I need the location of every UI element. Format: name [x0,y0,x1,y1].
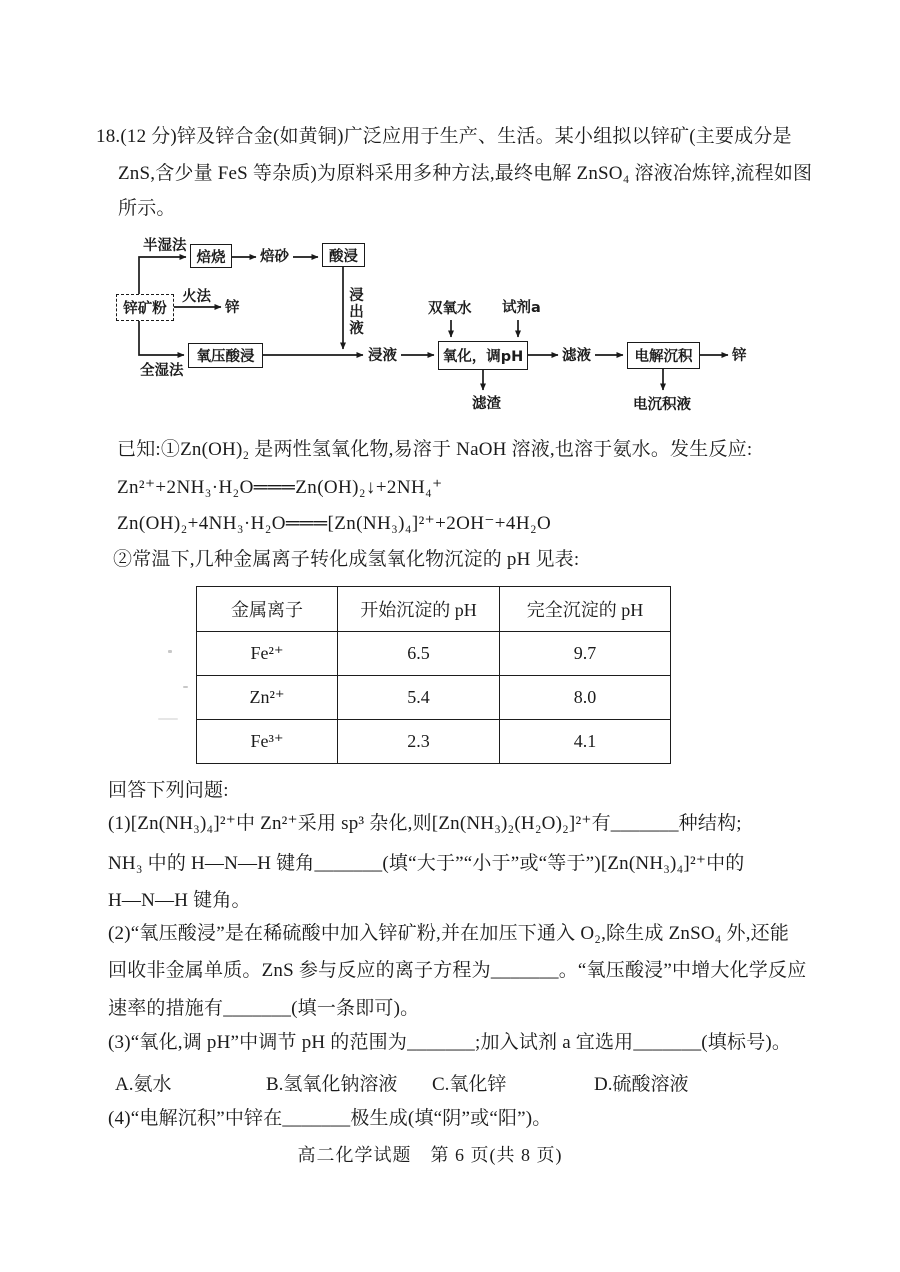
flow-label-hydrogen-peroxide: 双氧水 [428,301,472,317]
ph-table-cell: 9.7 [500,632,671,676]
flow-label-electrodeposit-liquor: 电沉积液 [633,397,691,413]
flow-node-oxygen-pressure-acid-leaching: 氧压酸浸 [188,343,263,368]
flow-label-calcine: 焙砂 [260,249,289,265]
question-intro-line-2: ZnS,含少量 FeS 等杂质)为原料采用多种方法,最终电解 ZnSO₄ 溶液冶炼锌,流程如图 [118,163,813,184]
ph-table-cell: Fe³⁺ [197,720,338,764]
ph-table-header-ion: 金属离子 [197,587,338,632]
flow-label-zinc-1: 锌 [225,300,240,316]
flow-node-acid-leaching: 酸浸 [322,243,365,267]
flow-label-pyro-method: 火法 [182,289,211,305]
scan-speck [168,650,172,653]
question-2-line-3: 速率的措施有_______(填一条即可)。 [108,998,420,1019]
flow-node-electrodeposition: 电解沉积 [627,342,700,369]
flow-label-zinc-2: 锌 [732,348,747,364]
flow-node-roasting: 焙烧 [190,244,232,268]
question-1-line-3: H—N—H 键角。 [108,890,251,911]
question-2-line-1: (2)“氧压酸浸”是在稀硫酸中加入锌矿粉,并在加压下通入 O₂,除生成 ZnSO₄ 外,还能 [108,923,790,944]
question-4: (4)“电解沉积”中锌在_______极生成(填“阴”或“阳”)。 [108,1108,552,1129]
equation-2: Zn(OH)₂+4NH₃·H₂O═══[Zn(NH₃)₄]²⁺+2OH⁻+4H₂O [117,513,552,534]
option-b: B.氢氧化钠溶液 [266,1074,398,1095]
question-intro-line-1: 18.(12 分)锌及锌合金(如黄铜)广泛应用于生产、生活。某小组拟以锌矿(主要成分是 [96,126,792,147]
scan-speck [183,686,188,688]
answer-prompt: 回答下列问题: [108,780,229,801]
option-a: A.氨水 [115,1074,172,1095]
equation-1: Zn²⁺+2NH₃·H₂O═══Zn(OH)₂↓+2NH₄⁺ [117,477,443,498]
ph-table-cell: 4.1 [500,720,671,764]
precipitation-ph-table [196,586,671,764]
process-flowchart [90,230,800,425]
ph-table-header-start: 开始沉淀的 pH [338,587,500,632]
question-intro-line-3: 所示。 [118,198,176,219]
flow-label-full-wet-method: 全湿法 [140,363,184,379]
ph-table-cell: 2.3 [338,720,500,764]
ph-table-cell: Fe²⁺ [197,632,338,676]
known-info-line-1: 已知:①Zn(OH)₂ 是两性氢氧化物,易溶于 NaOH 溶液,也溶于氨水。发生反应: [117,439,753,460]
ph-table-cell: 6.5 [338,632,500,676]
scan-speck [158,718,178,720]
flow-label-semi-wet-method: 半湿法 [143,238,187,254]
page-footer: 高二化学试题 第 6 页(共 8 页) [297,1145,563,1165]
question-1-line-1: (1)[Zn(NH₃)₄]²⁺中 Zn²⁺采用 sp³ 杂化,则[Zn(NH₃)₂(H₂O)₂]²⁺有_______种结构; [108,813,742,834]
flow-label-leachate: 浸出液 [347,287,363,337]
flow-label-reagent-a: 试剂a [502,300,541,316]
flow-label-filter-residue: 滤渣 [472,396,501,412]
flow-label-leach-liquor: 浸液 [368,348,397,364]
flow-node-oxidize-adjust-ph: 氧化，调pH [438,341,528,370]
flow-node-zinc-ore: 锌矿粉 [116,294,174,321]
ph-table-cell: 8.0 [500,676,671,720]
question-2-line-2: 回收非金属单质。ZnS 参与反应的离子方程为_______。“氧压酸浸”中增大化学反应 [108,960,807,981]
option-c: C.氧化锌 [432,1074,507,1095]
ph-table-cell: Zn²⁺ [197,676,338,720]
flow-label-filtrate: 滤液 [562,348,591,364]
ph-table-header-complete: 完全沉淀的 pH [500,587,671,632]
ph-table-cell: 5.4 [338,676,500,720]
known-info-line-2: ②常温下,几种金属离子转化成氢氧化物沉淀的 pH 见表: [113,549,580,570]
option-d: D.硫酸溶液 [594,1074,689,1095]
question-1-line-2: NH₃ 中的 H—N—H 键角_______(填“大于”“小于”或“等于”)[Zn(NH₃)₄]²⁺中的 [108,853,745,874]
question-3: (3)“氧化,调 pH”中调节 pH 的范围为_______;加入试剂 a 宜选用_______(填标号)。 [108,1032,792,1053]
